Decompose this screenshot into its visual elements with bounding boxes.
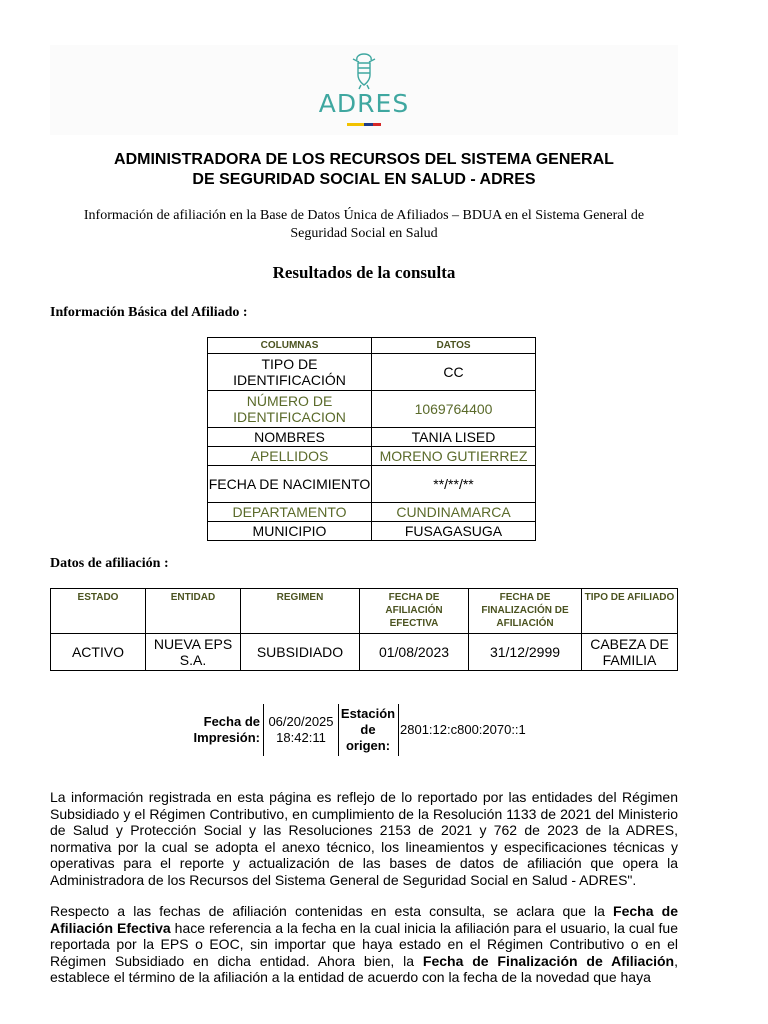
row-label: TIPO DE IDENTIFICACIÓN xyxy=(208,354,372,391)
affiliation-table xyxy=(50,588,678,671)
station-label: Estación de origen: xyxy=(340,706,396,753)
paragraph-text: hace referencia a la fecha en la cual inicia la afiliación para el usuario, la cual fue reportada por la EPS o EOC, sin importar que haya estado en el Régimen Contributivo o en el Régimen Subsidiado en dicha entidad. Ahora bien, la xyxy=(50,919,678,969)
table-row xyxy=(51,634,678,671)
table-cell: SUBSIDIADO xyxy=(241,634,360,671)
row-value: FUSAGASUGA xyxy=(372,522,536,541)
table-row xyxy=(208,391,536,428)
column-header: ESTADO xyxy=(51,589,146,634)
table-header-row xyxy=(208,338,536,354)
row-value: CC xyxy=(372,354,536,391)
row-label: MUNICIPIO xyxy=(208,522,372,541)
paragraph-bold: Fecha de Finalización de Afiliación xyxy=(422,952,675,969)
print-date-value: 06/20/2025 18:42:11 xyxy=(268,714,334,745)
column-header: DATOS xyxy=(372,338,536,354)
column-header: FECHA DE FINALIZACIÓN DE AFILIACIÓN xyxy=(469,589,582,634)
row-value: 1069764400 xyxy=(372,391,536,428)
page-title-line2: DE SEGURIDAD SOCIAL EN SALUD - ADRES xyxy=(192,171,536,188)
station-value: 2801:12:c800:2070::1 xyxy=(400,722,526,737)
row-value: MORENO GUTIERREZ xyxy=(372,447,536,466)
disclaimer-paragraph: La información registrada en esta página es reflejo de lo reportado por las entidades del Régimen Subsidiado y el Régimen Contributivo, en cumplimiento de la Resolución 1133 de 2021 del Ministerio de Salud y Protección Social y las Resoluciones 2153 de 2021 y 762 de 2023 de la ADRES, normativa por la cual se adopta el anexo técnico, los lineamientos y especificaciones técnicas y operativas para el reporte y actualización de las bases de datos de afiliación que opera la Administradora de los Recursos del Sistema General de Seguridad Social en Salud - ADRES". xyxy=(50,789,678,888)
paragraph-text: , establece el término de la afiliación a la entidad de acuerdo con la fecha de la novedad que haya xyxy=(50,952,678,985)
column-header: REGIMEN xyxy=(241,589,360,634)
row-label: NOMBRES xyxy=(208,428,372,447)
table-cell: 31/12/2999 xyxy=(469,634,582,671)
results-heading: Resultados de la consulta xyxy=(272,263,456,282)
paragraph-text: Respecto a las fechas de afiliación contenidas en esta consulta, se aclara que la xyxy=(50,903,614,919)
page-subtitle: Información de afiliación en la Base de Datos Única de Afiliados – BDUA en el Sistema General de Seguridad Social en Salud xyxy=(83,208,645,241)
coat-of-arms-icon xyxy=(347,51,381,91)
paragraph-bold: Fecha de Afiliación Efectiva xyxy=(50,903,678,936)
table-row xyxy=(208,466,536,503)
row-label: FECHA DE NACIMIENTO xyxy=(208,466,372,503)
column-header: ENTIDAD xyxy=(146,589,241,634)
flag-stripe xyxy=(347,123,381,126)
table-cell: 01/08/2023 xyxy=(360,634,469,671)
row-label: DEPARTAMENTO xyxy=(208,503,372,522)
column-header: COLUMNAS xyxy=(208,338,372,354)
row-label: NÚMERO DE IDENTIFICACION xyxy=(208,391,372,428)
table-cell: NUEVA EPS S.A. xyxy=(146,634,241,671)
table-row xyxy=(208,522,536,541)
row-value: **/**/** xyxy=(372,466,536,503)
table-row xyxy=(208,428,536,447)
table-row xyxy=(208,503,536,522)
page-title-line1: ADMINISTRADORA DE LOS RECURSOS DEL SISTEMA GENERAL xyxy=(114,151,614,168)
basic-info-heading: Información Básica del Afiliado : xyxy=(50,305,248,320)
print-info xyxy=(188,704,548,756)
column-header: TIPO DE AFILIADO xyxy=(582,589,678,634)
row-value: CUNDINAMARCA xyxy=(372,503,536,522)
dates-paragraph xyxy=(50,903,678,987)
print-date-label: Fecha de Impresión: xyxy=(193,714,260,745)
divider xyxy=(398,704,399,756)
affiliation-heading: Datos de afiliación : xyxy=(50,556,169,571)
table-row xyxy=(208,354,536,391)
table-row xyxy=(208,447,536,466)
row-value: TANIA LISED xyxy=(372,428,536,447)
row-label: APELLIDOS xyxy=(208,447,372,466)
table-cell: ACTIVO xyxy=(51,634,146,671)
header-banner xyxy=(50,45,678,135)
column-header: FECHA DE AFILIACIÓN EFECTIVA xyxy=(360,589,469,634)
logo-text: ADRES xyxy=(318,89,410,118)
table-header-row xyxy=(51,589,678,634)
table-cell: CABEZA DE FAMILIA xyxy=(582,634,678,671)
basic-info-table xyxy=(207,337,536,541)
